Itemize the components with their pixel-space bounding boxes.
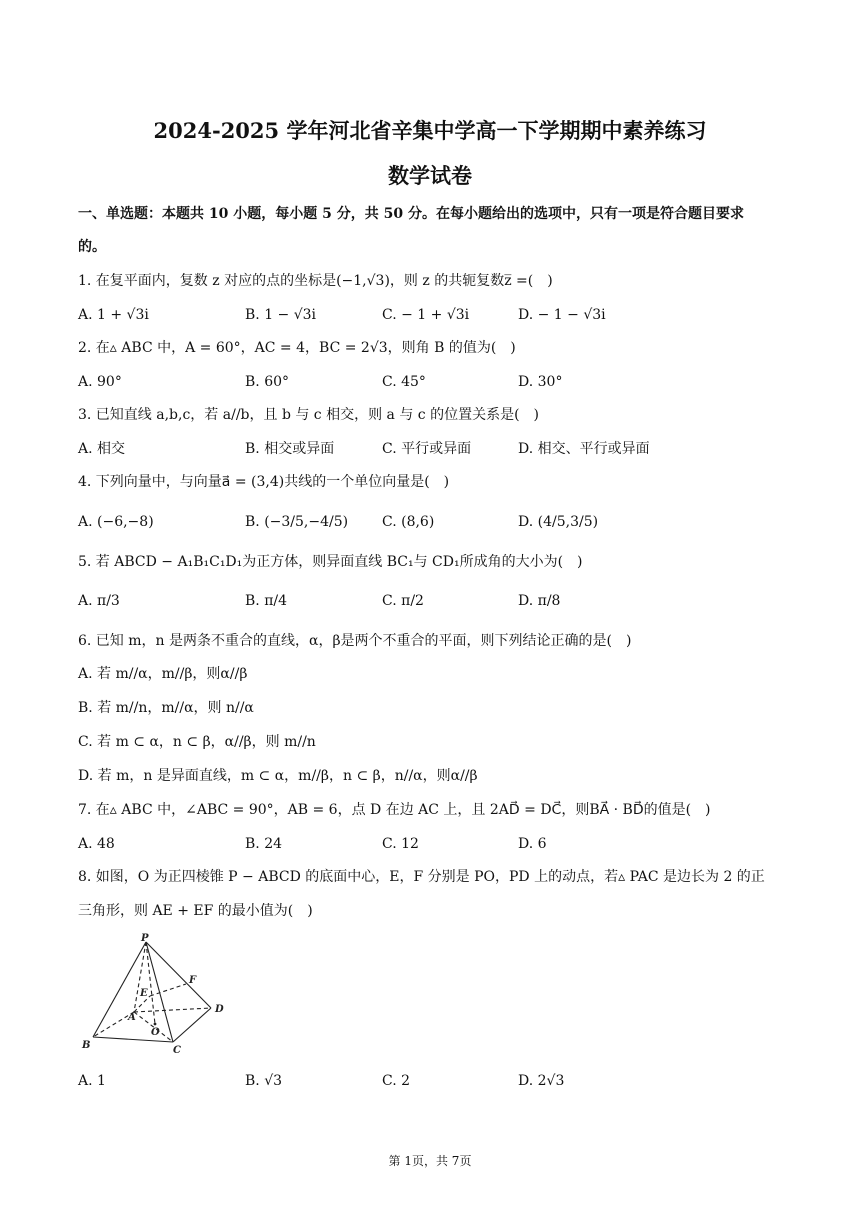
label-f: F	[189, 975, 197, 986]
question-5-option-d: D. π/8	[518, 593, 561, 609]
label-e: E	[140, 988, 148, 999]
question-5-option-b: B. π/4	[245, 593, 288, 609]
question-2-option-b: B. 60°	[245, 374, 290, 390]
question-4-option-a: A. (−6,−8)	[78, 514, 154, 530]
question-6-option-b: B. 若 m//n，m//α，则 n//α	[78, 700, 254, 716]
question-1-option-b: B. 1 − √3i	[245, 307, 317, 323]
edge-pd	[146, 942, 211, 1008]
pyramid-figure	[76, 932, 236, 1062]
question-7-option-d: D. 6	[518, 836, 547, 852]
question-5-option-a: A. π/3	[78, 593, 120, 609]
question-2-option-a: A. 90°	[78, 374, 122, 390]
question-3-option-a: A. 相交	[78, 441, 126, 457]
label-a: A	[128, 1012, 136, 1023]
edge-pb	[93, 942, 146, 1037]
question-7-stem: 7. 在▵ ABC 中，∠ABC = 90°，AB = 6，点 D 在边 AC 上，且 2AD⃗ = DC⃗，则BA⃗ · BD⃗的值是( )	[78, 802, 711, 818]
exam-title-line2: 数学试卷	[388, 163, 472, 188]
question-8-option-a: A. 1	[78, 1073, 106, 1089]
question-1-option-c: C. − 1 + √3i	[382, 307, 470, 323]
question-6-option-c: C. 若 m ⊂ α，n ⊂ β，α//β，则 m//n	[78, 734, 316, 750]
question-6-stem: 6. 已知 m，n 是两条不重合的直线，α，β是两个不重合的平面，则下列结论正确的是( )	[78, 633, 632, 649]
edge-ef	[150, 984, 186, 996]
question-6-option-d: D. 若 m，n 是异面直线，m ⊂ α，m//β，n ⊂ β，n//α，则α//β	[78, 768, 478, 784]
label-b: B	[82, 1040, 91, 1051]
question-8-option-c: C. 2	[382, 1073, 411, 1089]
question-4-option-d: D. (4/5,3/5)	[518, 514, 599, 530]
edge-ad	[134, 1008, 211, 1012]
question-1-option-d: D. − 1 − √3i	[518, 307, 606, 323]
question-7-option-c: C. 12	[382, 836, 419, 852]
question-7-option-a: A. 48	[78, 836, 115, 852]
question-3-option-b: B. 相交或异面	[245, 441, 335, 457]
question-7-option-b: B. 24	[245, 836, 283, 852]
question-2-option-d: D. 30°	[518, 374, 563, 390]
question-4-option-c: C. (8,6)	[382, 514, 435, 530]
exam-title-line1: 2024-2025 学年河北省辛集中学高一下学期期中素养练习	[153, 118, 707, 143]
label-c: C	[173, 1045, 181, 1056]
label-o: O	[151, 1027, 160, 1038]
question-6-option-a: A. 若 m//α，m//β，则α//β	[78, 666, 248, 682]
edge-po	[146, 942, 155, 1024]
question-8-option-d: D. 2√3	[518, 1073, 565, 1089]
point-o	[154, 1023, 157, 1026]
question-5-option-c: C. π/2	[382, 593, 424, 609]
question-1-option-a: A. 1 + √3i	[78, 307, 149, 323]
section-heading-line1: 一、单选题：本题共 10 小题，每小题 5 分，共 50 分。在每小题给出的选项中，只有一项是符合题目要求	[78, 206, 744, 222]
question-3-stem: 3. 已知直线 a,b,c，若 a//b，且 b 与 c 相交，则 a 与 c 的位置关系是( )	[78, 407, 540, 423]
edge-bc	[93, 1037, 173, 1042]
question-4-option-b: B. (−3/5,−4/5)	[245, 514, 349, 530]
question-4-stem: 4. 下列向量中，与向量a⃗ = (3,4)共线的一个单位向量是( )	[78, 474, 450, 490]
question-8-option-b: B. √3	[245, 1073, 283, 1089]
question-8-stem-line1: 8. 如图，O 为正四棱锥 P − ABCD 的底面中心，E，F 分别是 PO，PD 上的动点，若▵ PAC 是边长为 2 的正	[78, 869, 765, 885]
question-5-stem: 5. 若 ABCD − A₁B₁C₁D₁为正方体，则异面直线 BC₁与 CD₁所成角的大小为( )	[78, 554, 583, 570]
question-1-stem: 1. 在复平面内，复数 z 对应的点的坐标是(−1,√3)，则 z 的共轭复数z̅ =( )	[78, 273, 553, 289]
label-d: D	[215, 1004, 224, 1015]
label-p: P	[141, 933, 149, 944]
question-3-option-c: C. 平行或异面	[382, 441, 472, 457]
page-footer: 第 1页，共 7页	[388, 1154, 472, 1168]
section-heading-line2: 的。	[78, 239, 106, 255]
question-2-stem: 2. 在▵ ABC 中，A = 60°，AC = 4，BC = 2√3，则角 B 的值为( )	[78, 340, 516, 356]
edge-cd	[173, 1008, 211, 1042]
question-2-option-c: C. 45°	[382, 374, 426, 390]
question-3-option-d: D. 相交、平行或异面	[518, 441, 650, 457]
question-8-stem-line2: 三角形，则 AE + EF 的最小值为( )	[78, 903, 313, 919]
